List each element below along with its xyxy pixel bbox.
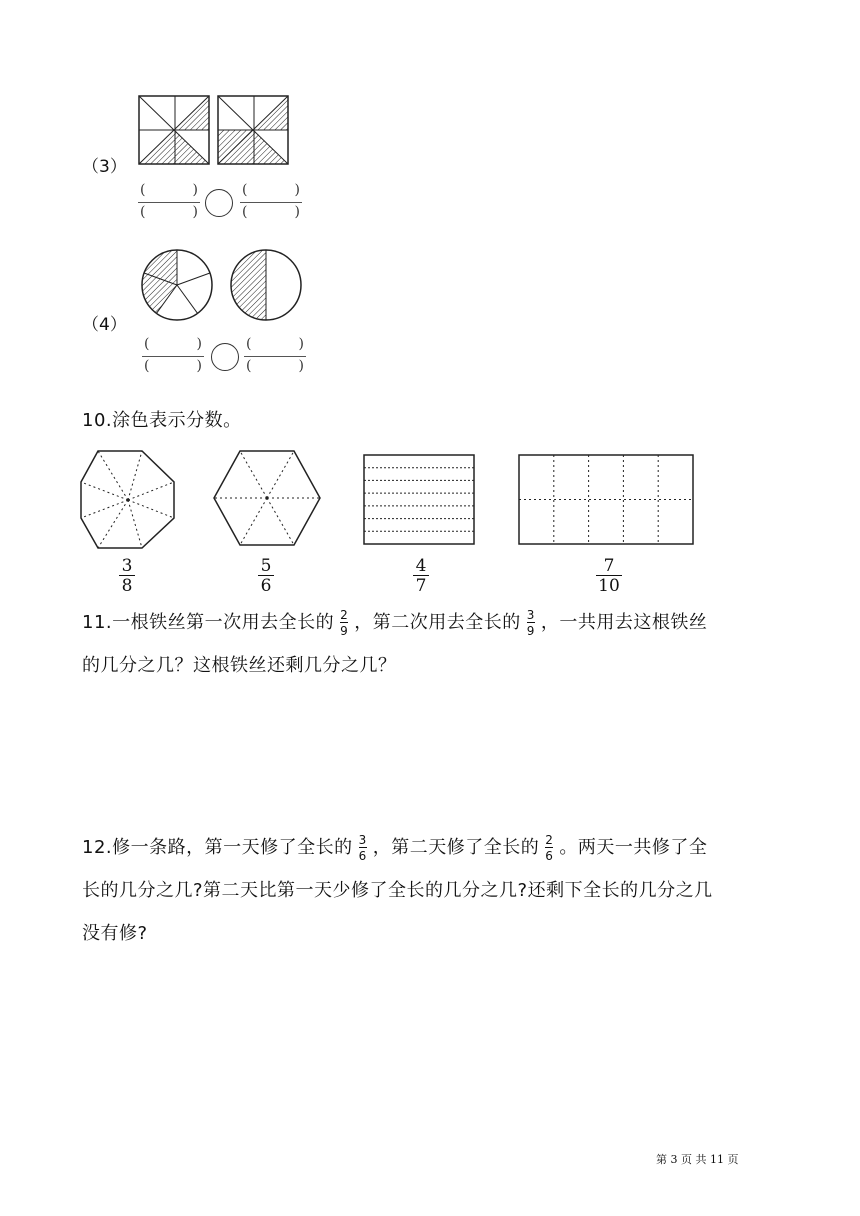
q10-fraction-5-6: $\frac{5}{6}$ (258, 557, 274, 595)
rectangle-10-cells-shape[interactable] (519, 455, 693, 544)
part4-blank-fraction-left[interactable]: ( ) ( ) (144, 336, 202, 374)
q10-title: 10.涂色表示分数。 (82, 410, 242, 431)
part4-circle-figures (140, 248, 304, 324)
part3-blank-fraction-right[interactable]: ( ) ( ) (242, 182, 300, 220)
circle-figure-1 (142, 250, 212, 320)
q12-line-1: 12.修一条路，第一天修了全长的 $\frac{3}{6}$ ，第二天修了全长的 $\frac{2}{6}$ 。两天一共修了全 (82, 833, 708, 863)
part3-square-figures (136, 94, 292, 166)
circle-figure-2 (231, 250, 301, 320)
q12-line-2: 长的几分之几?第二天比第一天少修了全长的几分之几?还剩下全长的几分之几 (82, 880, 713, 901)
q12-text (82, 831, 782, 950)
q10-shapes (78, 448, 702, 552)
square-figure-2 (218, 96, 288, 164)
q10-fraction-3-8: $\frac{3}{8}$ (119, 557, 135, 595)
q11-fraction-2-9: $\frac{2}{9}$ (340, 608, 349, 638)
octagon-shape[interactable] (81, 451, 174, 548)
q12-fraction-3-6: $\frac{3}{6}$ (358, 833, 367, 863)
q11-line-2: 的几分之几？这根铁丝还剩几分之几？ (82, 655, 397, 676)
q10-fraction-4-7: $\frac{4}{7}$ (413, 557, 429, 595)
rectangle-7-strips-shape[interactable] (364, 455, 474, 544)
page-footer: 第 3 页 共 11 页 (656, 1153, 739, 1166)
part3-blank-fraction-left[interactable]: ( ) ( ) (140, 182, 198, 220)
q11-text (82, 606, 782, 682)
hexagon-shape[interactable] (214, 451, 320, 545)
part4-label: （4） (82, 315, 127, 335)
part3-compare-circle[interactable] (205, 189, 233, 217)
q12-fraction-2-6: $\frac{2}{6}$ (545, 833, 554, 863)
part4-blank-fraction-right[interactable]: ( ) ( ) (246, 336, 304, 374)
part4-compare-circle[interactable] (211, 343, 239, 371)
q12-line-3: 没有修? (82, 923, 148, 944)
square-figure-1 (139, 96, 209, 164)
part3-label: （3） (82, 157, 127, 177)
q10-fraction-7-10: $\frac{7}{10}$ (596, 557, 622, 595)
q11-fraction-3-9: $\frac{3}{9}$ (526, 608, 535, 638)
q11-line-1: 11.一根铁丝第一次用去全长的 $\frac{2}{9}$ ，第二次用去全长的 $\frac{3}{9}$ ，一共用去这根铁丝 (82, 608, 708, 638)
